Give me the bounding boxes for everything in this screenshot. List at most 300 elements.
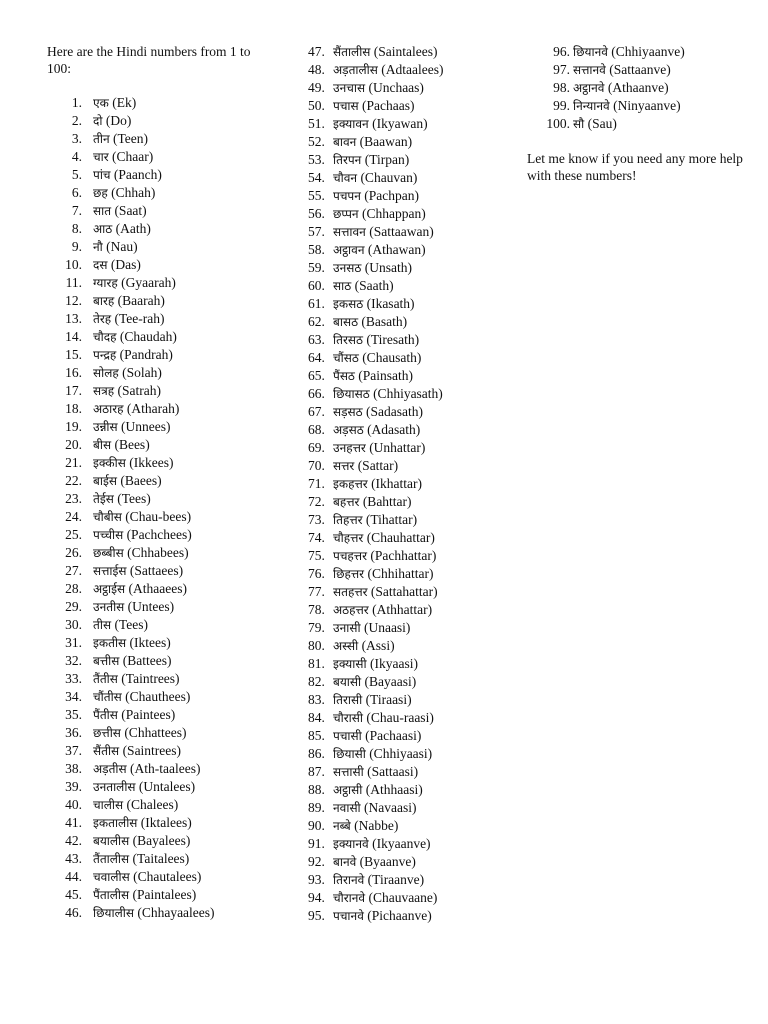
number-item [47, 706, 277, 724]
hindi-word: पैंसठ [333, 369, 355, 383]
hindi-word: छप्पन [333, 207, 359, 221]
item-number: 29. [65, 599, 82, 614]
item-number: 51. [308, 116, 325, 131]
romanization: (Chhattees) [124, 725, 187, 740]
romanization: (Saat) [114, 203, 147, 218]
hindi-word: तीस [93, 618, 112, 632]
item-number: 5. [71, 167, 82, 182]
romanization: (Chalees) [126, 797, 179, 812]
hindi-word: उनतालीस [93, 780, 136, 794]
number-list-part-1 [47, 94, 277, 922]
romanization: (Iktees) [129, 635, 171, 650]
number-list-part-3 [527, 43, 752, 133]
item-number: 34. [65, 689, 82, 704]
romanization: (Chhayaalees) [137, 905, 215, 920]
romanization: (Ath-taalees) [130, 761, 201, 776]
hindi-word: चालीस [93, 798, 124, 812]
item-number: 47. [308, 44, 325, 59]
romanization: (Tiraanve) [367, 872, 425, 887]
item-number: 33. [65, 671, 82, 686]
number-item [308, 583, 508, 601]
hindi-word: बावन [333, 135, 357, 149]
hindi-word: निन्यानवे [573, 99, 610, 113]
number-item [308, 529, 508, 547]
romanization: (Unsath) [364, 260, 412, 275]
item-number: 9. [71, 239, 82, 254]
romanization: (Saintalees) [373, 44, 438, 59]
hindi-word: पचानवे [333, 909, 364, 923]
romanization: (Tiresath) [366, 332, 420, 347]
hindi-word: उन्नीस [93, 420, 118, 434]
romanization: (Ikyaanve) [372, 836, 431, 851]
item-number: 94. [308, 890, 325, 905]
number-item [308, 241, 508, 259]
hindi-word: छियासठ [333, 387, 370, 401]
number-item [308, 907, 508, 925]
romanization: (Athhaasi) [365, 782, 423, 797]
item-number: 91. [308, 836, 325, 851]
hindi-word: बारह [93, 294, 115, 308]
item-number: 21. [65, 455, 82, 470]
item-number: 36. [65, 725, 82, 740]
item-number: 50. [308, 98, 325, 113]
number-item [47, 526, 277, 544]
number-item [308, 295, 508, 313]
hindi-word: अट्ठावन [333, 243, 365, 257]
number-item [308, 421, 508, 439]
hindi-word: सात [93, 204, 112, 218]
column-3 [527, 43, 752, 184]
number-item [47, 508, 277, 526]
number-item [308, 223, 508, 241]
hindi-word: एक [93, 96, 109, 110]
hindi-word: सड़सठ [333, 405, 363, 419]
number-item [47, 364, 277, 382]
number-item [308, 385, 508, 403]
hindi-word: छिहत्तर [333, 567, 365, 581]
hindi-word: चवालीस [93, 870, 130, 884]
item-number: 89. [308, 800, 325, 815]
item-number: 58. [308, 242, 325, 257]
hindi-word: चौबीस [93, 510, 122, 524]
number-item [47, 436, 277, 454]
item-number: 67. [308, 404, 325, 419]
romanization: (Untalees) [138, 779, 196, 794]
item-number: 76. [308, 566, 325, 581]
number-item [47, 454, 277, 472]
item-number: 23. [65, 491, 82, 506]
hindi-word: तेईस [93, 492, 114, 506]
number-item [47, 184, 277, 202]
romanization: (Tees) [117, 491, 151, 506]
hindi-word: सैंतालीस [333, 45, 371, 59]
hindi-word: बाईस [93, 474, 117, 488]
hindi-word: इक्यासी [333, 657, 367, 671]
romanization: (Bayaasi) [364, 674, 417, 689]
romanization: (Baees) [120, 473, 162, 488]
item-number: 87. [308, 764, 325, 779]
hindi-word: सत्रह [93, 384, 115, 398]
item-number: 26. [65, 545, 82, 560]
hindi-word: बत्तीस [93, 654, 120, 668]
outro-text: Let me know if you need any more help with these numbers! [527, 151, 743, 183]
romanization: (Chauhattar) [366, 530, 435, 545]
hindi-word: इक्यानवे [333, 837, 369, 851]
number-item [47, 220, 277, 238]
romanization: (Sattahattar) [370, 584, 438, 599]
romanization: (Ek) [112, 95, 137, 110]
hindi-word: छत्तीस [93, 726, 121, 740]
romanization: (Chauthees) [125, 689, 191, 704]
romanization: (Chausath) [362, 350, 422, 365]
hindi-word: पैंतीस [93, 708, 118, 722]
hindi-word: सत्तर [333, 459, 355, 473]
hindi-word: इकहत्तर [333, 477, 368, 491]
romanization: (Chhabees) [127, 545, 189, 560]
romanization: (Painsath) [358, 368, 414, 383]
number-item [308, 547, 508, 565]
romanization: (Chau-raasi) [366, 710, 434, 725]
hindi-word: अड़तालीस [333, 63, 378, 77]
number-item [308, 115, 508, 133]
hindi-word: पचासी [333, 729, 362, 743]
hindi-word: नौ [93, 240, 103, 254]
item-number: 52. [308, 134, 325, 149]
hindi-word: बयालीस [93, 834, 130, 848]
hindi-word: पचपन [333, 189, 361, 203]
romanization: (Pachaas) [362, 98, 415, 113]
number-item [47, 328, 277, 346]
hindi-word: सत्ताईस [93, 564, 127, 578]
number-item [308, 331, 508, 349]
romanization: (Tee-rah) [114, 311, 165, 326]
number-item [47, 724, 277, 742]
hindi-word: उनचास [333, 81, 366, 95]
number-item [308, 709, 508, 727]
romanization: (Saath) [354, 278, 394, 293]
romanization: (Unchaas) [368, 80, 424, 95]
number-item [308, 205, 508, 223]
hindi-word: सतहत्तर [333, 585, 368, 599]
number-item [47, 256, 277, 274]
number-item [308, 817, 508, 835]
item-number: 48. [308, 62, 325, 77]
column-2 [308, 43, 508, 925]
number-item [308, 889, 508, 907]
romanization: (Adasath) [367, 422, 421, 437]
hindi-word: इकतीस [93, 636, 127, 650]
romanization: (Atharah) [126, 401, 180, 416]
hindi-word: उनासी [333, 621, 361, 635]
romanization: (Taintrees) [121, 671, 180, 686]
number-item [308, 799, 508, 817]
number-item [47, 400, 277, 418]
number-item [47, 634, 277, 652]
hindi-word: दस [93, 258, 108, 272]
number-item [308, 277, 508, 295]
number-item [527, 43, 752, 61]
number-item [47, 778, 277, 796]
number-item [47, 742, 277, 760]
romanization: (Sattaanve) [609, 62, 671, 77]
number-item [308, 475, 508, 493]
romanization: (Aath) [115, 221, 151, 236]
item-number: 44. [65, 869, 82, 884]
item-number: 24. [65, 509, 82, 524]
hindi-word: अट्ठासी [333, 783, 363, 797]
hindi-word: इकसठ [333, 297, 364, 311]
number-item [47, 202, 277, 220]
item-number: 96. [553, 44, 570, 59]
number-item [47, 292, 277, 310]
hindi-word: उनसठ [333, 261, 362, 275]
number-item [527, 79, 752, 97]
romanization: (Pachpan) [364, 188, 420, 203]
number-item [308, 655, 508, 673]
romanization: (Chhiyaanve) [611, 44, 685, 59]
item-number: 66. [308, 386, 325, 401]
number-item [47, 670, 277, 688]
hindi-word: नब्बे [333, 819, 351, 833]
item-number: 92. [308, 854, 325, 869]
romanization: (Unhattar) [369, 440, 426, 455]
romanization: (Chhappan) [361, 206, 426, 221]
romanization: (Unnees) [121, 419, 171, 434]
item-number: 79. [308, 620, 325, 635]
number-item [47, 166, 277, 184]
romanization: (Chhihattar) [367, 566, 434, 581]
number-item [47, 112, 277, 130]
romanization: (Bees) [114, 437, 150, 452]
romanization: (Ikasath) [366, 296, 415, 311]
number-item [47, 814, 277, 832]
item-number: 43. [65, 851, 82, 866]
romanization: (Athawan) [367, 242, 426, 257]
hindi-word: तिरसठ [333, 333, 363, 347]
item-number: 62. [308, 314, 325, 329]
romanization: (Assi) [361, 638, 395, 653]
number-item [308, 259, 508, 277]
hindi-word: बीस [93, 438, 112, 452]
romanization: (Chhiyasath) [373, 386, 443, 401]
hindi-word: पन्द्रह [93, 348, 117, 362]
romanization: (Satrah) [117, 383, 161, 398]
item-number: 10. [65, 257, 82, 272]
number-item [308, 835, 508, 853]
romanization: (Iktalees) [140, 815, 192, 830]
item-number: 40. [65, 797, 82, 812]
item-number: 56. [308, 206, 325, 221]
hindi-word: अस्सी [333, 639, 359, 653]
romanization: (Chaar) [112, 149, 154, 164]
hindi-word: तेरह [93, 312, 112, 326]
hindi-word: पांच [93, 168, 111, 182]
number-item [47, 580, 277, 598]
number-item [308, 61, 508, 79]
number-item [47, 472, 277, 490]
hindi-word: इक्कीस [93, 456, 126, 470]
romanization: (Paintees) [121, 707, 176, 722]
romanization: (Chau-bees) [125, 509, 192, 524]
romanization: (Sattaawan) [369, 224, 434, 239]
item-number: 70. [308, 458, 325, 473]
number-item [308, 637, 508, 655]
hindi-word: तिरासी [333, 693, 363, 707]
item-number: 15. [65, 347, 82, 362]
number-item [47, 616, 277, 634]
item-number: 7. [71, 203, 82, 218]
number-item [47, 868, 277, 886]
hindi-word: छह [93, 186, 108, 200]
item-number: 78. [308, 602, 325, 617]
romanization: (Tiraasi) [365, 692, 412, 707]
number-item [47, 760, 277, 778]
hindi-word: इक्यावन [333, 117, 369, 131]
item-number: 18. [65, 401, 82, 416]
hindi-word: चौहत्तर [333, 531, 364, 545]
number-item [308, 853, 508, 871]
intro-text: Here are the Hindi numbers from 1 to 100: [47, 44, 251, 76]
item-number: 98. [553, 80, 570, 95]
number-item [47, 310, 277, 328]
item-number: 55. [308, 188, 325, 203]
number-item [308, 187, 508, 205]
item-number: 32. [65, 653, 82, 668]
romanization: (Unaasi) [363, 620, 411, 635]
romanization: (Battees) [122, 653, 172, 668]
number-item [308, 691, 508, 709]
item-number: 49. [308, 80, 325, 95]
number-item [47, 544, 277, 562]
item-number: 11. [65, 275, 82, 290]
item-number: 42. [65, 833, 82, 848]
hindi-word: तैंतालीस [93, 852, 130, 866]
number-item [47, 94, 277, 112]
hindi-word: तैंतीस [93, 672, 118, 686]
hindi-word: चार [93, 150, 109, 164]
romanization: (Navaasi) [364, 800, 417, 815]
item-number: 1. [71, 95, 82, 110]
number-item [308, 313, 508, 331]
item-number: 75. [308, 548, 325, 563]
item-number: 95. [308, 908, 325, 923]
hindi-word: छब्बीस [93, 546, 124, 560]
hindi-word: बहत्तर [333, 495, 360, 509]
hindi-word: उनतीस [93, 600, 125, 614]
romanization: (Ninyaanve) [613, 98, 681, 113]
item-number: 72. [308, 494, 325, 509]
number-item [47, 274, 277, 292]
item-number: 81. [308, 656, 325, 671]
item-number: 86. [308, 746, 325, 761]
romanization: (Pachchees) [126, 527, 192, 542]
column-1 [47, 43, 277, 922]
number-item [47, 904, 277, 922]
number-item [308, 745, 508, 763]
item-number: 2. [71, 113, 82, 128]
item-number: 57. [308, 224, 325, 239]
romanization: (Chhiyaasi) [369, 746, 433, 761]
item-number: 25. [65, 527, 82, 542]
hindi-word: अड़तीस [93, 762, 127, 776]
item-number: 69. [308, 440, 325, 455]
romanization: (Baawan) [359, 134, 413, 149]
hindi-word: बानवे [333, 855, 357, 869]
hindi-word: इकतालीस [93, 816, 138, 830]
item-number: 39. [65, 779, 82, 794]
number-item [308, 439, 508, 457]
hindi-word: चौवन [333, 171, 358, 185]
number-item [47, 562, 277, 580]
item-number: 14. [65, 329, 82, 344]
romanization: (Athaanve) [607, 80, 669, 95]
item-number: 88. [308, 782, 325, 797]
romanization: (Paintalees) [132, 887, 197, 902]
hindi-word: सत्तावन [333, 225, 366, 239]
romanization: (Bayalees) [132, 833, 191, 848]
item-number: 17. [65, 383, 82, 398]
item-number: 4. [71, 149, 82, 164]
number-item [308, 619, 508, 637]
hindi-word: अड़सठ [333, 423, 364, 437]
romanization: (Do) [105, 113, 132, 128]
hindi-word: आठ [93, 222, 113, 236]
number-item [308, 493, 508, 511]
item-number: 45. [65, 887, 82, 902]
number-item [47, 418, 277, 436]
number-item [308, 151, 508, 169]
hindi-word: अट्ठानवे [573, 81, 605, 95]
hindi-word: ग्यारह [93, 276, 118, 290]
hindi-word: चौदह [93, 330, 117, 344]
romanization: (Gyaarah) [121, 275, 176, 290]
romanization: (Chaudah) [119, 329, 177, 344]
romanization: (Tirpan) [364, 152, 410, 167]
hindi-word: बासठ [333, 315, 359, 329]
number-item [308, 673, 508, 691]
item-number: 37. [65, 743, 82, 758]
number-item [308, 871, 508, 889]
romanization: (Sau) [587, 116, 617, 131]
romanization: (Teen) [112, 131, 149, 146]
hindi-word: तीन [93, 132, 110, 146]
number-list-part-2 [308, 43, 508, 925]
number-item [47, 598, 277, 616]
item-number: 59. [308, 260, 325, 275]
number-item [308, 781, 508, 799]
hindi-word: छियालीस [93, 906, 134, 920]
romanization: (Nau) [106, 239, 138, 254]
hindi-word: सोलह [93, 366, 119, 380]
hindi-word: छियासी [333, 747, 366, 761]
romanization: (Paanch) [113, 167, 162, 182]
number-item [527, 61, 752, 79]
number-item [308, 565, 508, 583]
item-number: 65. [308, 368, 325, 383]
number-item [47, 850, 277, 868]
romanization: (Basath) [361, 314, 408, 329]
item-number: 31. [65, 635, 82, 650]
romanization: (Ikkees) [129, 455, 174, 470]
number-item [47, 886, 277, 904]
hindi-word: छियानवे [573, 45, 608, 59]
number-item [47, 148, 277, 166]
hindi-word: पचास [333, 99, 359, 113]
item-number: 35. [65, 707, 82, 722]
hindi-word: नवासी [333, 801, 361, 815]
romanization: (Nabbe) [354, 818, 399, 833]
hindi-word: अठहत्तर [333, 603, 369, 617]
